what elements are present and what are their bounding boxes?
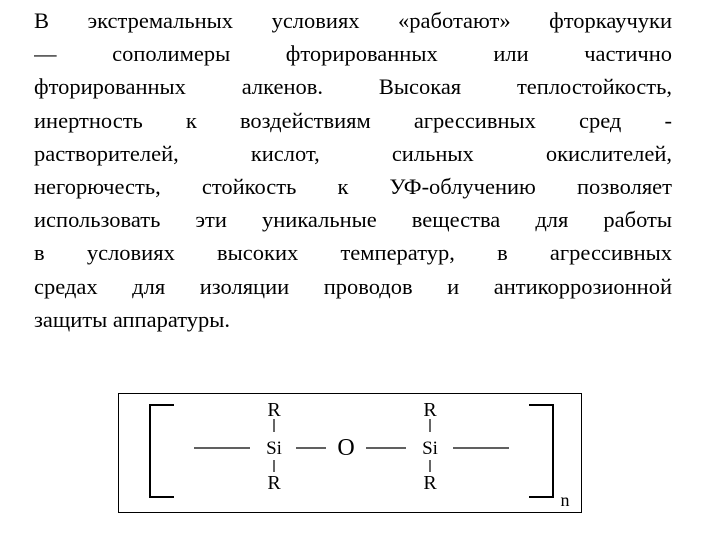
left-bracket: [150, 405, 174, 497]
paragraph-line-4: инертность к воздействиям агрессивных сред -: [34, 107, 672, 133]
paragraph-line-9: средах для изоляции проводов и антикоррозионной: [34, 273, 672, 299]
paragraph-line-2: — сополимеры фторированных или частично: [34, 41, 672, 67]
atom-si-left: Si: [266, 438, 282, 459]
paragraph-line-3: фторированных алкенов. Высокая теплостойкость,: [34, 74, 672, 100]
paragraph-line-6: негорючесть, стойкость к УФ-облучению позволяет: [34, 173, 672, 199]
substituent-bottom-right: R: [423, 472, 437, 494]
substituent-bottom-left: R: [267, 472, 281, 494]
substituent-top-left: R: [267, 399, 281, 421]
paragraph: [34, 4, 672, 336]
paragraph-line-8: в условиях высоких температур, в агрессивных: [34, 240, 672, 266]
repeat-index: n: [560, 490, 570, 510]
atom-oxygen: O: [337, 435, 355, 461]
formula-drawing: [119, 394, 581, 512]
paragraph-line-1: В экстремальных условиях «работают» фторкаучуки: [34, 8, 672, 33]
siloxane-formula: [118, 393, 582, 513]
paragraph-line-7: использовать эти уникальные вещества для работы: [34, 207, 672, 233]
paragraph-line-5: растворителей, кислот, сильных окислителей,: [34, 140, 672, 166]
atom-si-right: Si: [422, 438, 438, 459]
substituent-top-right: R: [423, 399, 437, 421]
right-bracket: [529, 405, 553, 497]
paragraph-line-10: защиты аппаратуры.: [34, 306, 231, 332]
